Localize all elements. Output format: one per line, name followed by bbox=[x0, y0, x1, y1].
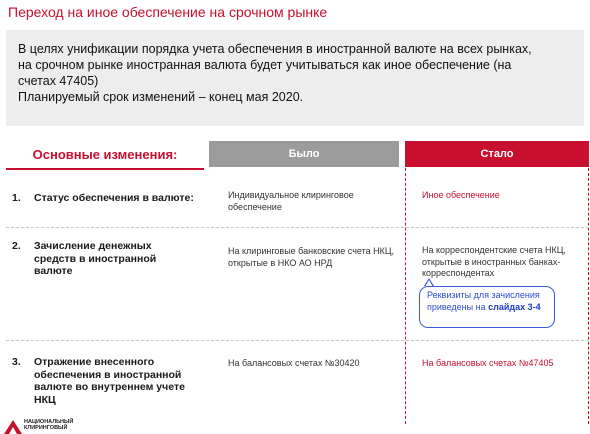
info-line: счетах 47405) bbox=[18, 74, 99, 88]
logo-line: КЛИРИНГОВЫЙ bbox=[24, 425, 68, 431]
header-now: Стало bbox=[405, 141, 589, 167]
header-underline bbox=[6, 168, 204, 170]
row-label: Статус обеспечения в валюте: bbox=[34, 192, 194, 204]
nkc-logo-icon bbox=[4, 416, 22, 434]
requisites-callout bbox=[419, 286, 555, 328]
logo-line: НАЦИОНАЛЬНЫЙ bbox=[24, 419, 74, 425]
row-number: 3. bbox=[12, 356, 21, 368]
row-label: Зачисление денежных средств в иностранной валюте bbox=[34, 240, 157, 277]
cell-now: На балансовых счетах №47405 bbox=[422, 358, 554, 368]
info-box bbox=[6, 30, 584, 126]
callout-text: Реквизиты для зачисления приведены на bbox=[427, 290, 540, 312]
cell-was: Индивидуальное клиринговое обеспечение bbox=[228, 190, 354, 212]
slides-link[interactable]: слайдах 3-4 bbox=[488, 301, 541, 312]
row-separator bbox=[6, 227, 589, 228]
row-separator bbox=[6, 340, 589, 341]
row-label: Отражение внесенного обеспечения в иностранной валюте во внутреннем учете НКЦ bbox=[34, 356, 185, 406]
row-number: 2. bbox=[12, 240, 21, 252]
info-line: Планируемый срок изменений – конец мая 2020. bbox=[18, 90, 304, 104]
cell-now: Иное обеспечение bbox=[422, 190, 500, 200]
cell-was: На балансовых счетах №30420 bbox=[228, 358, 360, 368]
cell-now: На корреспондентские счета НКЦ, открытые в иностранных банках-корреспондентах bbox=[422, 245, 566, 278]
info-line: В целях унификации порядка учета обеспечения в иностранной валюте на всех рынках, bbox=[18, 42, 532, 56]
page-title: Переход на иное обеспечение на срочном рынке bbox=[8, 4, 328, 20]
cell-was: На клиринговые банковские счета НКЦ, открытые в НКО АО НРД bbox=[228, 246, 395, 268]
row-number: 1. bbox=[12, 192, 21, 204]
logo-text bbox=[24, 419, 73, 431]
header-main-changes: Основные изменения: bbox=[32, 146, 178, 162]
info-line: на срочном рынке иностранная валюта будет учитываться как иное обеспечение (на bbox=[18, 58, 512, 72]
header-was: Было bbox=[209, 141, 399, 167]
